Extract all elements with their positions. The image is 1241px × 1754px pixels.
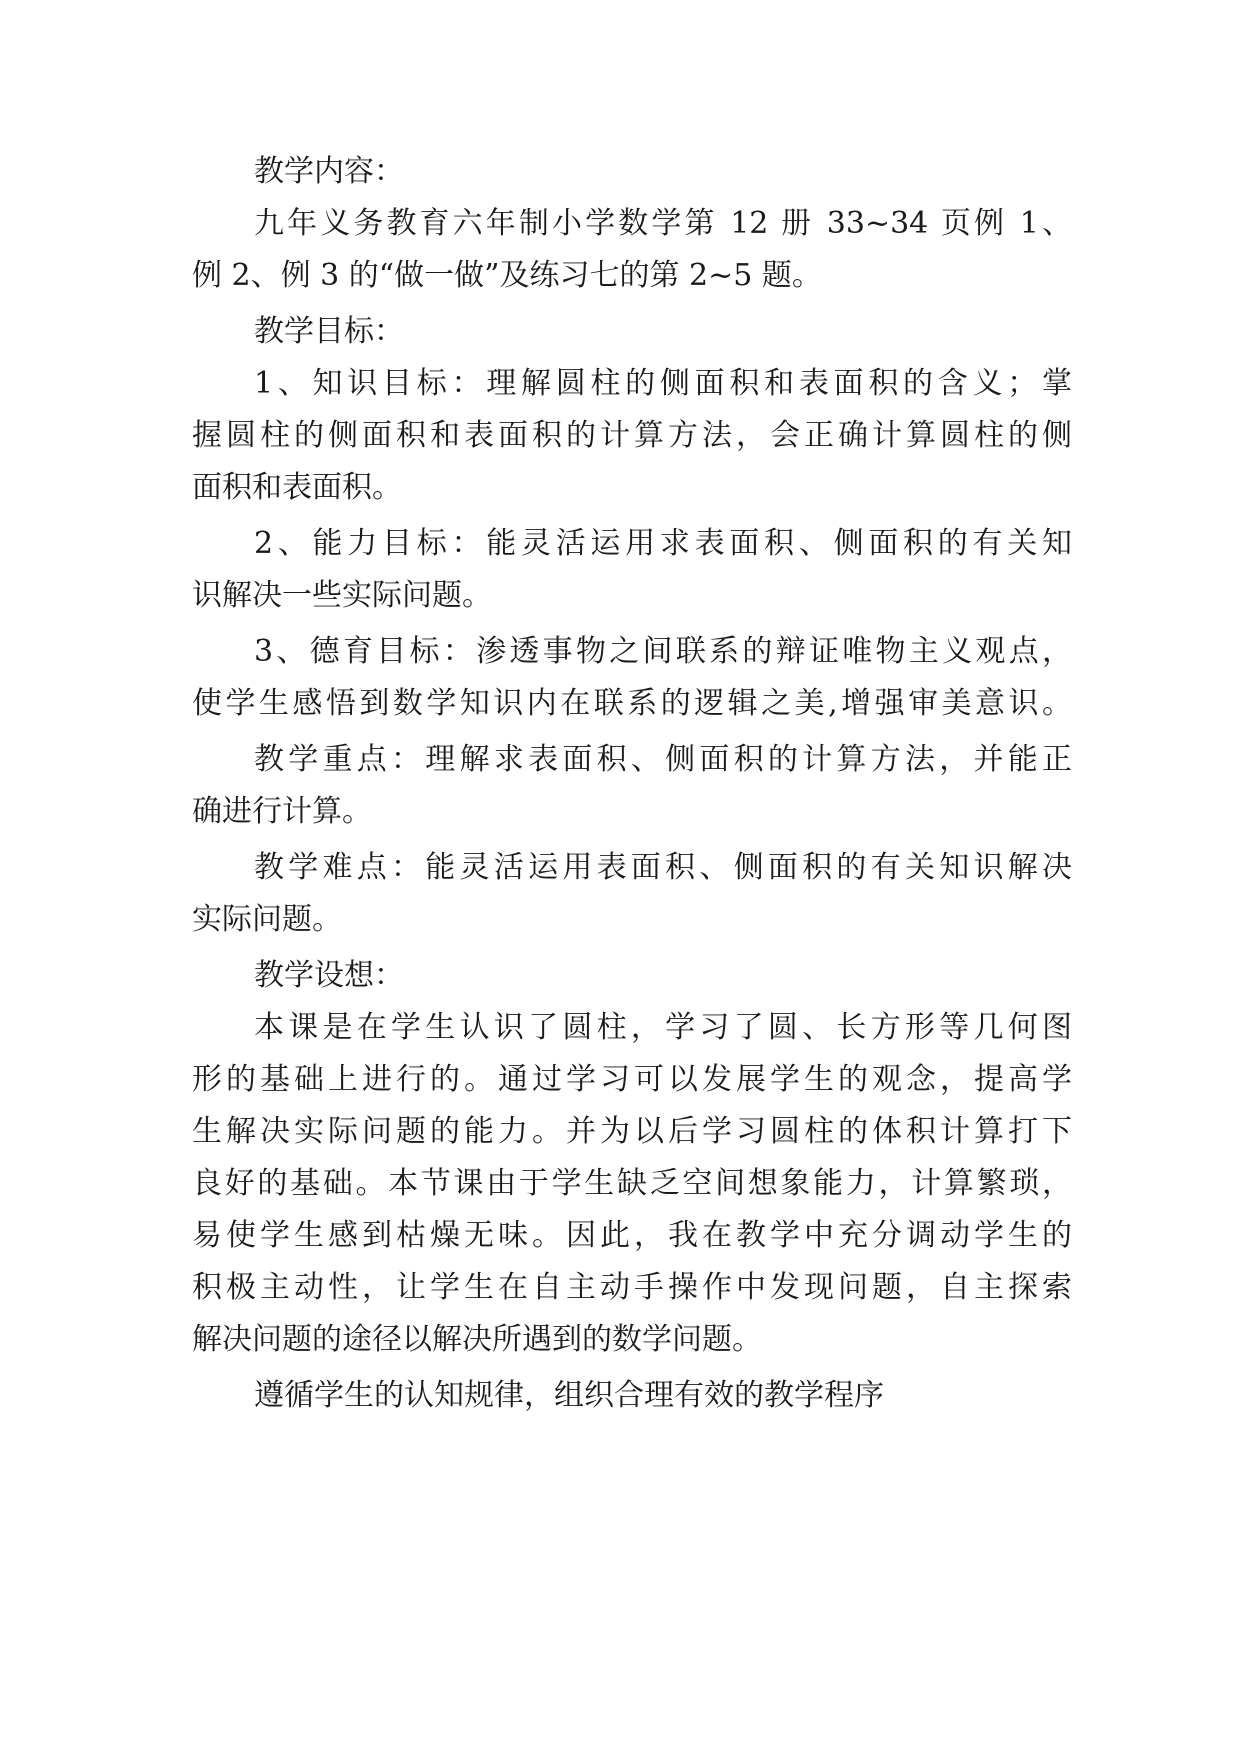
paragraph-line: 生解决实际问题的能力。并为以后学习圆柱的体积计算打下	[192, 1114, 1072, 1149]
paragraph-line: 本课是在学生认识了圆柱，学习了圆、长方形等几何图	[254, 1010, 1072, 1045]
heading-key-points: 教学重点：理解求表面积、侧面积的计算方法，并能正	[254, 742, 1072, 777]
heading-difficulties: 教学难点：能灵活运用表面积、侧面积的有关知识解决	[254, 850, 1072, 885]
paragraph-line: 形的基础上进行的。通过学习可以发展学生的观念，提高学	[192, 1062, 1072, 1097]
paragraph-line: 良好的基础。本节课由于学生缺乏空间想象能力，计算繁琐，	[192, 1166, 1072, 1201]
paragraph-line: 使学生感悟到数学知识内在联系的逻辑之美,增强审美意识。	[192, 686, 1072, 721]
paragraph-line: 面积和表面积。	[192, 470, 402, 505]
paragraph-line: 遵循学生的认知规律，组织合理有效的教学程序	[254, 1378, 884, 1413]
paragraph-line: 实际问题。	[192, 902, 342, 937]
heading-teaching-ideas: 教学设想：	[254, 958, 404, 993]
paragraph-line: 3、德育目标：渗透事物之间联系的辩证唯物主义观点，	[254, 634, 1072, 669]
paragraph-line: 解决问题的途径以解决所遇到的数学问题。	[192, 1322, 762, 1357]
paragraph-line: 握圆柱的侧面积和表面积的计算方法，会正确计算圆柱的侧	[192, 418, 1072, 453]
paragraph-line: 积极主动性，让学生在自主动手操作中发现问题，自主探索	[192, 1270, 1072, 1305]
paragraph-line: 2、能力目标：能灵活运用求表面积、侧面积的有关知	[254, 526, 1072, 561]
heading-teaching-goals: 教学目标：	[254, 314, 404, 349]
paragraph-line: 确进行计算。	[192, 794, 372, 829]
paragraph-line: 易使学生感到枯燥无味。因此，我在教学中充分调动学生的	[192, 1218, 1072, 1253]
paragraph-line: 识解决一些实际问题。	[192, 578, 492, 613]
paragraph-line: 1、知识目标：理解圆柱的侧面积和表面积的含义；掌	[254, 366, 1072, 401]
heading-teaching-content: 教学内容：	[254, 154, 404, 189]
paragraph-line: 九年义务教育六年制小学数学第 12 册 33~34 页例 1、	[254, 206, 1072, 241]
paragraph-line: 例 2、例 3 的“做一做”及练习七的第 2~5 题。	[192, 258, 822, 293]
